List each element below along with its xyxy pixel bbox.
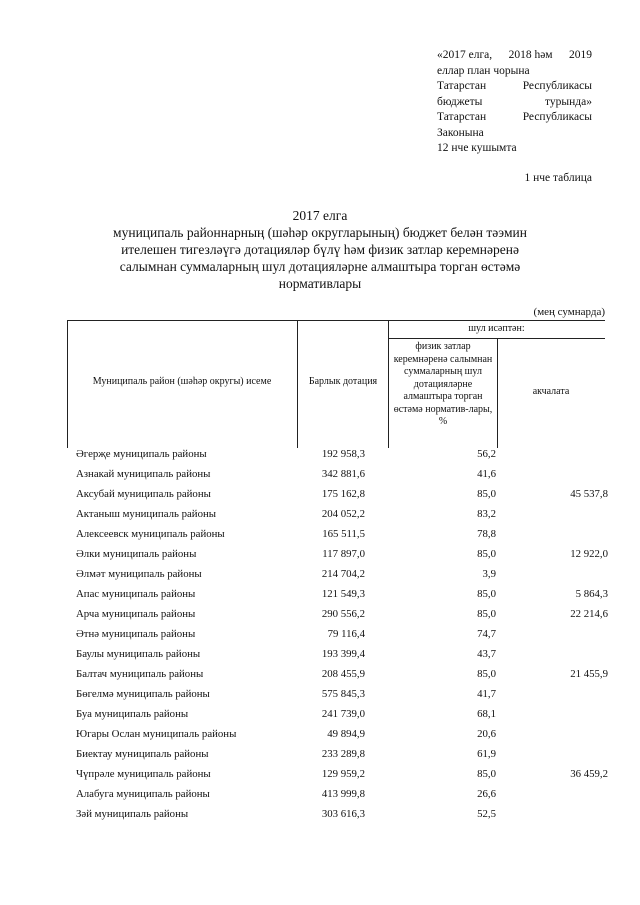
reference-line-2: еллар план чорына <box>437 64 530 77</box>
header-group-separator <box>388 338 605 339</box>
row-name: Балтач муниципаль районы <box>76 668 204 680</box>
row-name: Алабуга муниципаль районы <box>76 788 210 800</box>
table-number: 1 нче таблица <box>524 172 592 184</box>
reference-line-6: Законына <box>437 126 484 139</box>
table-row <box>0 768 640 788</box>
row-name: Буа муниципаль районы <box>76 708 189 720</box>
row-pct: 83,2 <box>477 508 496 520</box>
row-total: 233 289,8 <box>321 748 365 760</box>
row-total: 241 739,0 <box>321 708 365 720</box>
row-name: Әтнә муниципаль районы <box>76 628 196 640</box>
row-total: 303 616,3 <box>321 808 365 820</box>
row-total: 117 897,0 <box>322 548 365 560</box>
table-row <box>0 528 640 548</box>
table-row <box>0 688 640 708</box>
row-cash: 12 922,0 <box>570 548 608 560</box>
row-total: 214 704,2 <box>321 568 365 580</box>
title-line: 2017 елга <box>292 208 348 223</box>
row-total: 342 881,6 <box>321 468 365 480</box>
row-pct: 52,5 <box>477 808 496 820</box>
row-cash: 45 537,8 <box>570 488 608 500</box>
header-divider <box>67 320 68 448</box>
reference-line-5: Татарстан Республикасы <box>437 111 592 123</box>
table-row <box>0 568 640 588</box>
row-name: Арча муниципаль районы <box>76 608 196 620</box>
table-row <box>0 808 640 828</box>
table-row <box>0 648 640 668</box>
title-line: муниципаль районнарның (шәһәр округларының) бюджет белән тәэмин <box>113 225 527 240</box>
row-pct: 20,6 <box>477 728 496 740</box>
table-row <box>0 588 640 608</box>
row-pct: 61,9 <box>477 748 496 760</box>
row-total: 129 959,2 <box>321 768 365 780</box>
table-row <box>0 468 640 488</box>
row-name: Баулы муниципаль районы <box>76 648 201 660</box>
table-row <box>0 548 640 568</box>
row-total: 79 116,4 <box>327 628 365 640</box>
row-name: Аксубай муниципаль районы <box>76 488 211 500</box>
row-pct: 85,0 <box>477 608 496 620</box>
row-cash: 21 455,9 <box>570 668 608 680</box>
row-name: Әлмәт муниципаль районы <box>76 568 202 580</box>
row-cash: 36 459,2 <box>570 768 608 780</box>
table-row <box>0 608 640 628</box>
table-row <box>0 788 640 808</box>
row-total: 193 399,4 <box>321 648 365 660</box>
row-name: Зәй муниципаль районы <box>76 808 189 820</box>
row-name: Бөгелмә муниципаль районы <box>76 688 210 700</box>
row-name: Алексеевск муниципаль районы <box>76 528 225 540</box>
table-row <box>0 448 640 468</box>
row-total: 165 511,5 <box>322 528 365 540</box>
row-pct: 26,6 <box>477 788 496 800</box>
header-group: шул исәптән: <box>468 323 525 334</box>
row-pct: 56,2 <box>477 448 496 460</box>
row-total: 175 162,8 <box>321 488 365 500</box>
row-name: Актаныш муниципаль районы <box>76 508 217 520</box>
row-pct: 74,7 <box>477 628 496 640</box>
row-total: 49 894,9 <box>327 728 365 740</box>
table-row <box>0 728 640 748</box>
row-pct: 85,0 <box>477 768 496 780</box>
table-row <box>0 488 640 508</box>
table-row <box>0 668 640 688</box>
row-name: Чүпрәле муниципаль районы <box>76 768 211 780</box>
row-pct: 85,0 <box>477 488 496 500</box>
row-pct: 78,8 <box>477 528 496 540</box>
row-pct: 3,9 <box>482 568 496 580</box>
row-pct: 41,6 <box>477 468 496 480</box>
row-name: Азнакай муниципаль районы <box>76 468 211 480</box>
legal-reference <box>437 48 592 157</box>
row-pct: 85,0 <box>477 588 496 600</box>
row-name: Апас муниципаль районы <box>76 588 196 600</box>
row-total: 413 999,8 <box>321 788 365 800</box>
row-pct: 85,0 <box>477 668 496 680</box>
row-cash: 5 864,3 <box>575 588 608 600</box>
table-row <box>0 628 640 648</box>
header-top-border <box>67 320 605 321</box>
row-name: Әгерҗе муниципаль районы <box>76 448 207 460</box>
header-total: Барлык дотация <box>308 376 378 387</box>
reference-line-3: Татарстан Республикасы <box>437 80 592 92</box>
table-header <box>67 320 605 448</box>
table-row <box>0 508 640 528</box>
row-name: Әлки муниципаль районы <box>76 548 197 560</box>
title-line: нормативлары <box>278 276 362 291</box>
row-name: Югары Ослан муниципаль районы <box>76 728 237 740</box>
header-divider <box>388 320 389 448</box>
row-total: 204 052,2 <box>321 508 365 520</box>
row-pct: 68,1 <box>477 708 496 720</box>
row-total: 290 556,2 <box>321 608 365 620</box>
document-title <box>70 207 570 292</box>
row-total: 121 549,3 <box>321 588 365 600</box>
row-name: Биектау муниципаль районы <box>76 748 209 760</box>
reference-line-7: 12 нче кушымта <box>437 142 517 154</box>
table-row <box>0 708 640 728</box>
title-line: ителешен тигезләүгә дотацияләр бүлү һәм физик затлар керемнәренә <box>121 242 519 257</box>
table-row <box>0 748 640 768</box>
row-total: 208 455,9 <box>321 668 365 680</box>
row-pct: 41,7 <box>477 688 496 700</box>
reference-line-1: «2017 елга, 2018 һәм 2019 <box>437 49 592 61</box>
header-divider <box>297 320 298 448</box>
reference-line-4: бюджеты турында» <box>437 95 592 108</box>
header-pct: физик затлар керемнәренә салымнан суммаларның шул дотацияләрне алмаштыра торган өстәмә норматив-лары, % <box>393 341 493 427</box>
row-total: 575 845,3 <box>321 688 365 700</box>
row-cash: 22 214,6 <box>570 608 608 620</box>
units-note: (мең сумнарда) <box>533 306 605 318</box>
row-pct: 85,0 <box>477 548 496 560</box>
title-line: салымнан суммаларның шул дотацияләрне алмаштыра торган өстәмә <box>119 259 521 274</box>
header-cash: акчалата <box>532 386 570 397</box>
row-pct: 43,7 <box>477 648 496 660</box>
row-total: 192 958,3 <box>321 448 365 460</box>
header-name: Муниципаль район (шәһәр округы) исеме <box>92 376 272 387</box>
